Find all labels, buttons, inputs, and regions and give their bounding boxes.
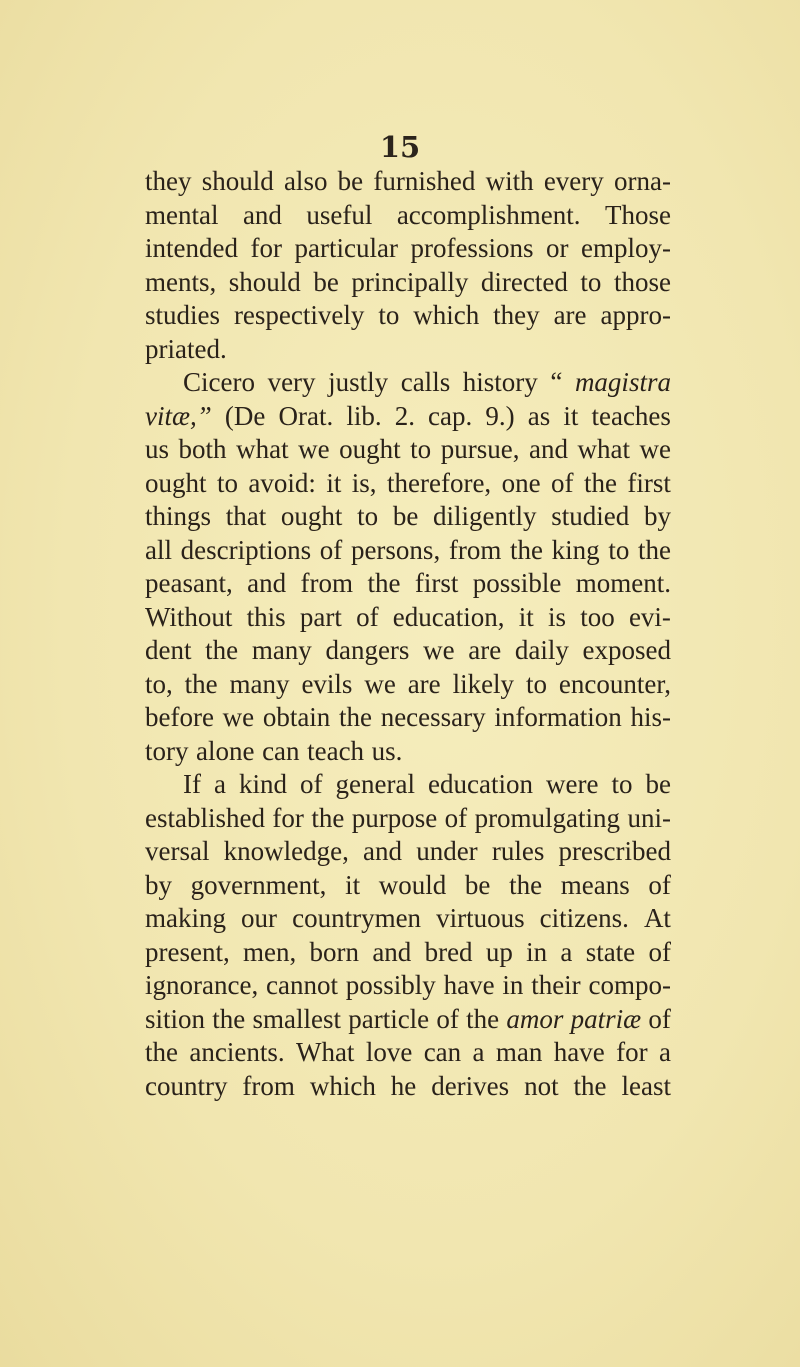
text-line: all descriptions of persons, from the king to the — [145, 534, 671, 565]
text-line: studies respectively to which they are appro- — [145, 300, 671, 330]
text-line: ments, should be principally directed to those — [145, 266, 671, 297]
text-line: tory alone can teach us. — [145, 735, 403, 766]
text-line: mental and useful accomplishment. Those — [145, 199, 671, 230]
text-line: versal knowledge, and under rules prescribed — [145, 836, 671, 866]
text-line: to, the many evils we are likely to encounter, — [145, 668, 671, 699]
text-line: Cicero very justly calls history “ magistra — [183, 367, 671, 397]
text-line: vitæ,” (De Orat. lib. 2. cap. 9.) as it teaches — [145, 400, 671, 431]
text-line: present, men, born and bred up in a state of — [145, 936, 671, 967]
text-line: Without this part of education, it is too evi- — [145, 601, 671, 632]
text-line: sition the smallest particle of the amor patriæ of — [145, 1003, 671, 1034]
text-line: intended for particular professions or employ- — [145, 233, 671, 263]
text-line: things that ought to be diligently studied by — [145, 501, 671, 531]
body-text — [145, 165, 671, 1103]
text-line: peasant, and from the first possible moment. — [145, 568, 671, 598]
text-line: ignorance, cannot possibly have in their compo- — [145, 970, 671, 1000]
text-line: priated. — [145, 333, 227, 364]
text-line: they should also be furnished with every orna- — [145, 166, 671, 196]
text-line: making our countrymen virtuous citizens. At — [145, 903, 671, 933]
page-number: 15 — [379, 130, 421, 164]
text-line: the ancients. What love can a man have for a — [145, 1037, 671, 1067]
text-line: by government, it would be the means of — [145, 869, 671, 900]
text-line: dent the many dangers we are daily exposed — [145, 635, 671, 665]
text-line: If a kind of general education were to be — [183, 769, 671, 799]
text-line: before we obtain the necessary information his- — [145, 702, 671, 732]
text-line: ought to avoid: it is, therefore, one of the first — [145, 467, 671, 498]
text-line: us both what we ought to pursue, and what we — [145, 434, 671, 464]
text-line: established for the purpose of promulgating uni- — [145, 802, 671, 833]
text-line: country from which he derives not the least — [145, 1070, 671, 1101]
